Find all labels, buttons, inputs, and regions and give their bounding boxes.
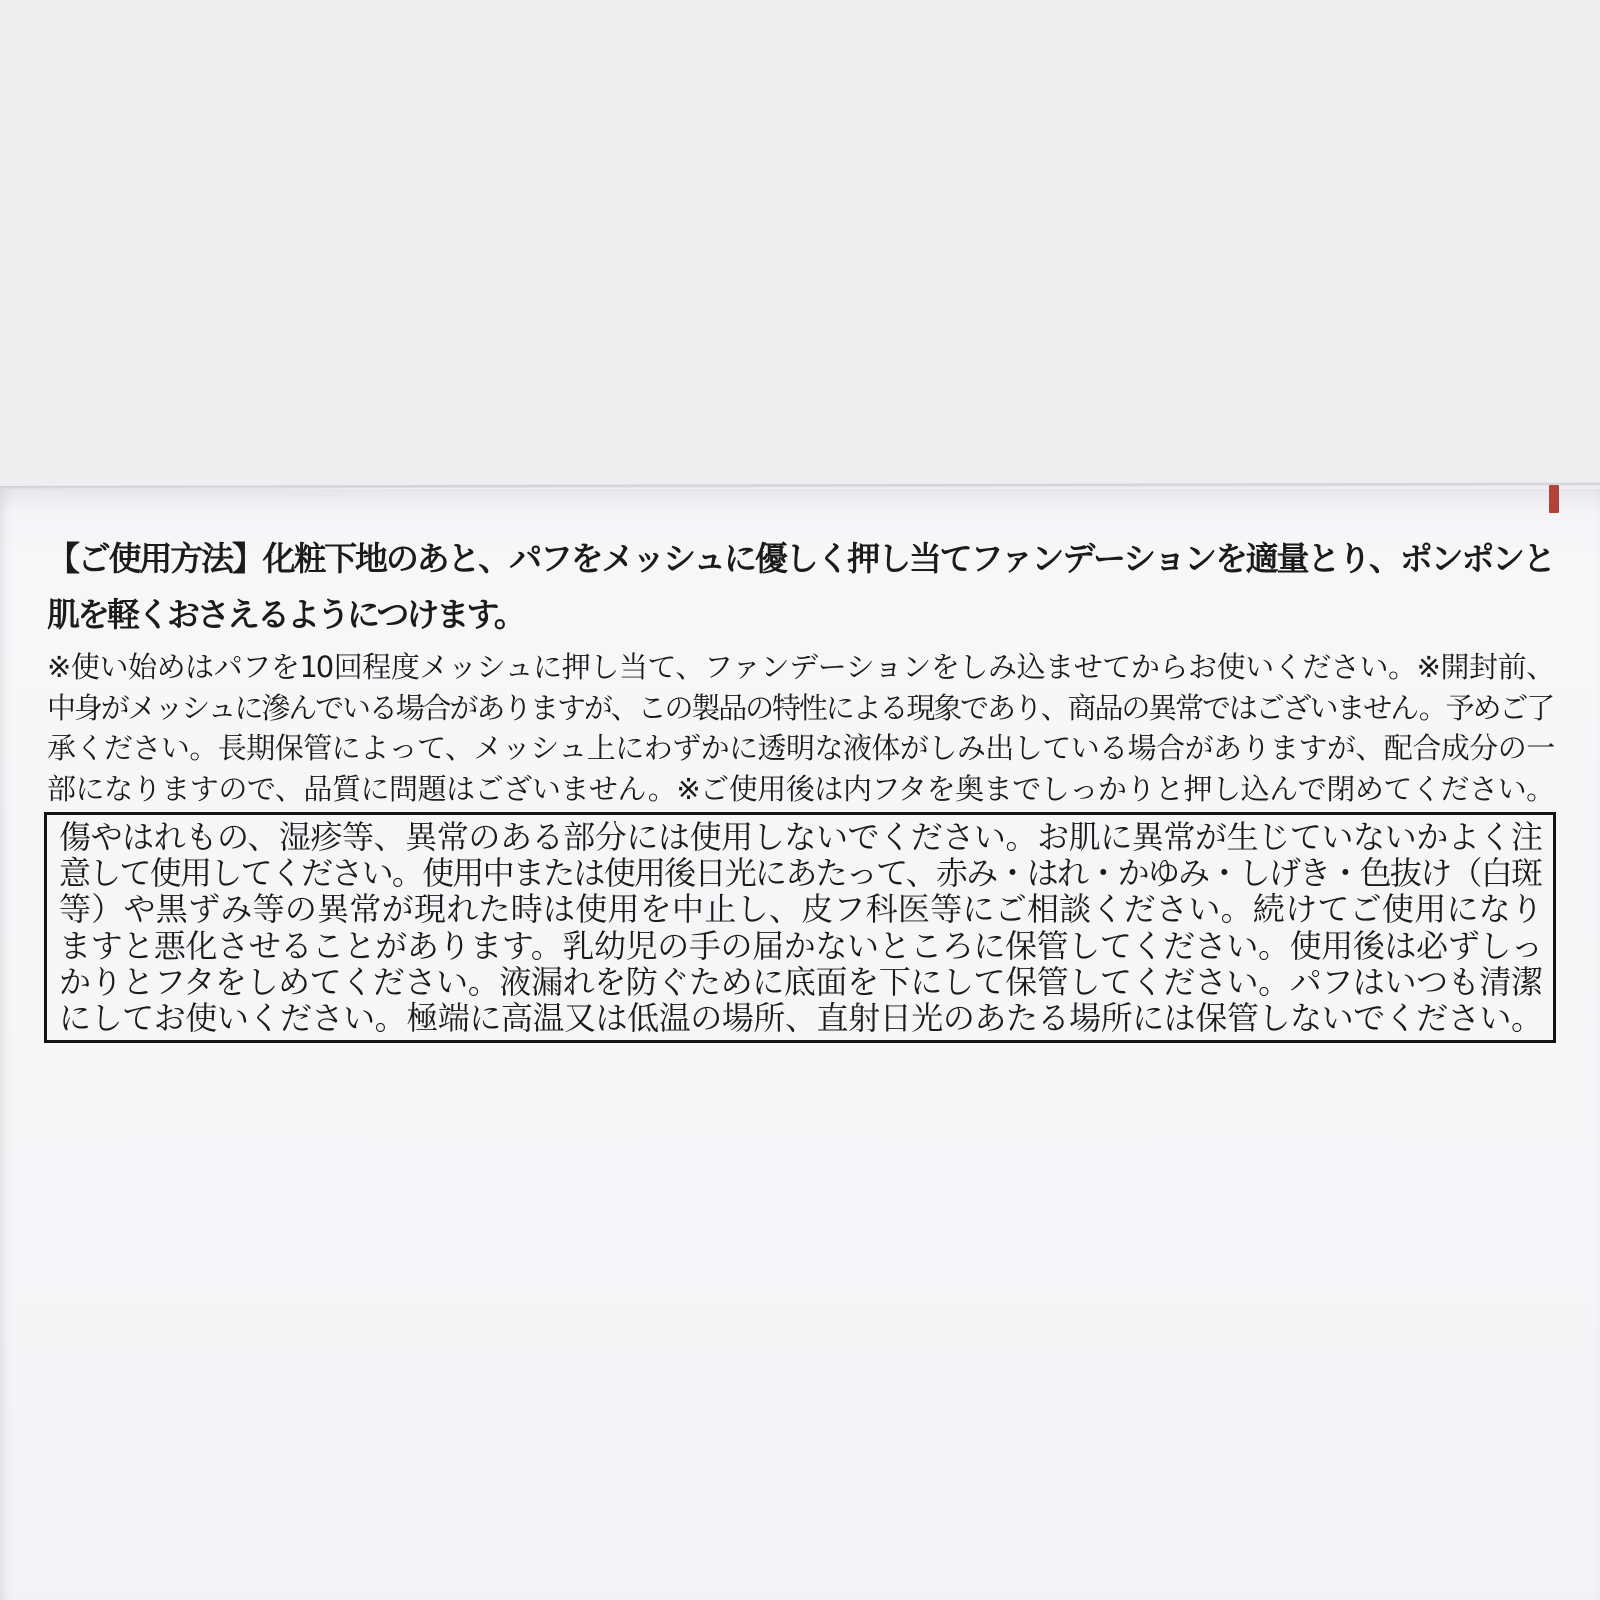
usage-notes-section	[47, 647, 1553, 809]
usage-line: 肌を軽くおさえるようにつけます。	[47, 595, 524, 634]
notes-line: 部になりますので、品質に問題はございません。※ご使用後は内フタを奥までしっかりと押し込んで閉めてください。	[47, 771, 1553, 806]
notes-line: ※使い始めはパフを10回程度メッシュに押し当て、ファンデーションをしみ込ませてからお使いください。※開封前、	[47, 650, 1553, 684]
notes-line: 中身がメッシュに滲んでいる場合がありますが、この製品の特性による現象であり、商品の異常ではございません。予めご了	[47, 690, 1553, 725]
package-corner-accent	[1549, 485, 1559, 513]
caution-line: 傷やはれもの、湿疹等、異常のある部分には使用しないでください。お肌に異常が生じていないかよく注	[59, 818, 1541, 856]
caution-box	[44, 812, 1556, 1043]
caution-line: 等）や黒ずみ等の異常が現れた時は使用を中止し、皮フ科医等にご相談ください。続けてご使用になり	[59, 890, 1541, 929]
notes-line: 承ください。長期保管によって、メッシュ上にわずかに透明な液体がしみ出している場合がありますが、配合成分の一	[47, 731, 1553, 765]
package-top-edge-shadow	[0, 489, 1600, 511]
caution-line: 意して使用してください。使用中または使用後日光にあたって、赤み・はれ・かゆみ・しげき・色抜け（白斑	[59, 854, 1541, 893]
caution-line: ますと悪化させることがあります。乳幼児の手の届かないところに保管してください。使用後は必ずしっ	[59, 926, 1541, 965]
caution-line: にしてお使いください。極端に高温又は低温の場所、直射日光のあたる場所には保管しないでください。	[59, 999, 1541, 1038]
caution-line: かりとフタをしめてください。液漏れを防ぐために底面を下にして保管してください。パフはいつも清潔	[59, 962, 1541, 1001]
usage-line: 【ご使用方法】化粧下地のあと、パフをメッシュに優しく押し当てファンデーションを適量とり、ポンポンと	[47, 539, 1553, 578]
usage-instructions-section	[47, 531, 1553, 643]
